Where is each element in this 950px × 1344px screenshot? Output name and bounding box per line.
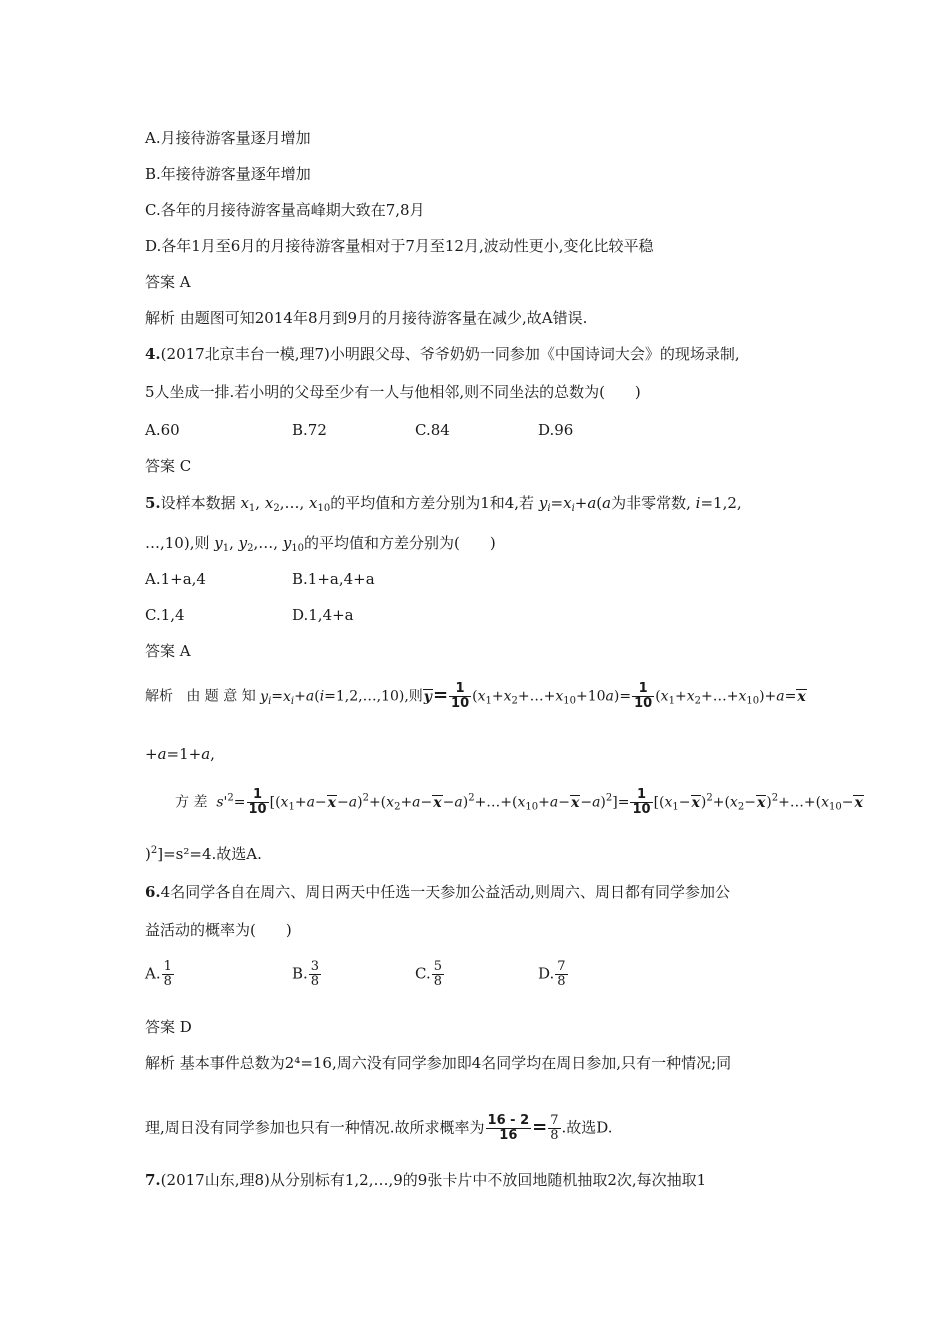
q3-option-b: B.年接待游客量逐年增加	[145, 165, 311, 183]
q5-tail-text: =s²=4.故选A.	[163, 845, 262, 863]
q5-number: 5.	[145, 494, 161, 512]
q5-option-a: A.1+a,4	[145, 570, 206, 588]
q5-option-c: C.1,4	[145, 606, 185, 624]
q5-analysis-tail: )$^2$]=s²=4.故选A.	[145, 845, 262, 863]
q6-answer: 答案 D	[145, 1018, 192, 1036]
q6-analysis-line1: 解析 基本事件总数为2⁴=16,周六没有同学参加即4名同学均在周日参加,只有一种情况;同	[145, 1054, 732, 1072]
q5-analysis-label: 解析	[145, 688, 173, 705]
q3-answer: 答案 A	[145, 273, 191, 291]
q4-option-c: C.84	[415, 421, 450, 439]
q3-option-c: C.各年的月接待游客量高峰期大致在7,8月	[145, 201, 425, 219]
q4-option-b: B.72	[292, 421, 327, 439]
q4-answer: 答案 C	[145, 457, 192, 475]
q3-option-a: A.月接待游客量逐月增加	[145, 129, 311, 147]
q5-variance-line: 方 差 $s'^2=$ $\frac{1}{10}$ $[(x_1+a-x-a)^2+(x_2+a-x-a)^2+\dots+(x_{10}+a-x-a)^2]=$ $\frac{1}{10}$ [$(x_1-x)^2+(x_2-x)^2+\dots+(x_{10}-x$	[175, 787, 863, 817]
q5-stem-line1: 5.设样本数据 $x_1$, $x_2,\dots$, $x_{10}$的平均值和方差分别为1和4,若 $y_i=x_i+a(a$为非零常数, i=1,2,	[145, 494, 742, 514]
q6-number: 6.	[145, 883, 161, 901]
q7-stem-line1	[145, 1170, 706, 1190]
q6-stem-line1	[145, 882, 730, 902]
q6-option-d: D. $\frac{7}{8}$	[538, 959, 566, 989]
q3-analysis: 解析 由题图可知2014年8月到9月的月接待游客量在减少,故A错误.	[145, 309, 588, 327]
q4-number: 4.	[145, 345, 161, 363]
q5-analysis-line2: +a=1+a,	[145, 745, 215, 763]
q4-text1: (2017北京丰台一模,理7)小明跟父母、爷爷奶奶一同参加《中国诗词大会》的现场录制,	[160, 345, 740, 363]
q7-text1: (2017山东,理8)从分别标有1,2,…,9的9张卡片中不放回地随机抽取2次,每次抽取1	[160, 1171, 707, 1189]
q6-text1: 4名同学各自在周六、周日两天中任选一天参加公益活动,则周六、周日都有同学参加公	[160, 883, 730, 901]
q4-stem-line1	[145, 344, 740, 364]
q5-option-d: D.1,4+a	[292, 606, 354, 624]
q6-stem-line2: 益活动的概率为( )	[145, 921, 292, 939]
q4-stem-line2: 5人坐成一排.若小明的父母至少有一人与他相邻,则不同坐法的总数为( )	[145, 383, 641, 401]
q5-option-b: B.1+a,4+a	[292, 570, 375, 588]
q5-analysis-line1: 解析 由 题 意 知 $y_i=x_i+a(i=1,2,\dots,10)$,则y= $\frac{1}{10}$ $(x_1+x_2+\dots+x_{10}+10a)=$ $\frac{1}{10}$ $(x_1+x_2+\dots+x_{10})+a=x$	[145, 681, 806, 711]
q6-option-b: B. $\frac{3}{8}$	[292, 959, 320, 989]
q5-variance-label: 方 差	[175, 794, 208, 811]
q5-answer: 答案 A	[145, 642, 191, 660]
q6-analysis-line2: 理,周日没有同学参加也只有一种情况.故所求概率为 $\frac{16 - 2}{16}$ = $\frac{7}{8}$ .故选D.	[145, 1113, 613, 1143]
q7-number: 7.	[145, 1171, 161, 1189]
q5-stem-line2: …,10),则 $y_1$, $y_2,\dots$, $y_{10}$的平均值和方差分别为( )	[145, 534, 496, 554]
q3-option-d: D.各年1月至6月的月接待游客量相对于7月至12月,波动性更小,变化比较平稳	[145, 237, 654, 255]
q4-option-d: D.96	[538, 421, 574, 439]
q6-option-c: C. $\frac{5}{8}$	[415, 959, 442, 989]
q4-option-a: A.60	[145, 421, 180, 439]
q6-option-a: A. $\frac{1}{8}$	[145, 959, 172, 989]
